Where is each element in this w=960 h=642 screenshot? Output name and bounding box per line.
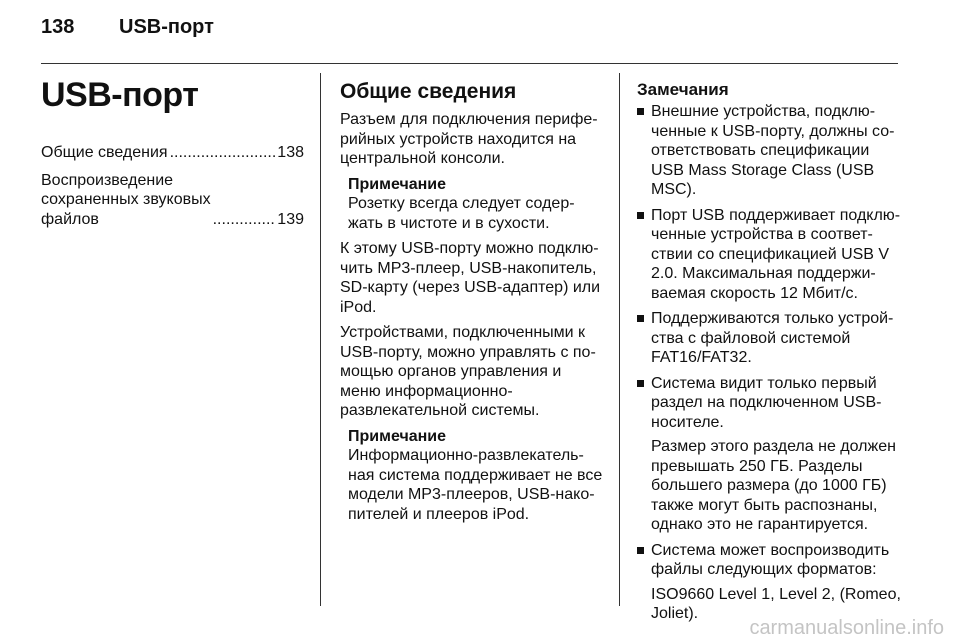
paragraph: К этому USB-порту можно подклю-чить MP3-плеер, USB-накопитель, SD-карту (через USB-адаптер) или iPod.: [340, 240, 601, 316]
list-item: [637, 309, 902, 368]
bullet-icon: [637, 547, 644, 554]
list-item-text: Внешние устройства, подклю-ченные к USB-порту, должны со-ответствовать спецификации USB Mass Storage Class (USB MSC).: [651, 103, 895, 198]
remarks-list: [637, 102, 902, 624]
bullet-icon: [637, 108, 644, 115]
toc-entry-page: 138: [277, 144, 304, 161]
toc-entry-general[interactable]: [41, 143, 304, 163]
note-box: [340, 175, 605, 234]
list-item-text: Система видит только первый раздел на подключенном USB-носителе.: [651, 374, 882, 431]
list-item: [637, 206, 902, 304]
toc-leader: [170, 143, 276, 163]
list-item: [637, 102, 902, 200]
page-number: 138: [41, 16, 75, 38]
note-title: Примечание: [348, 175, 447, 193]
toc-column: [41, 73, 304, 237]
note-title: Примечание: [348, 427, 447, 445]
column-divider: [619, 73, 620, 606]
intro-paragraph: Разъем для подключения перифе-рийных устройств находится на центральной консоли.: [340, 111, 598, 167]
toc-entry-label: Общие сведения: [41, 144, 168, 161]
toc-entry-page: 139: [277, 210, 304, 228]
list-item-text: Система может воспроизводить файлы следующих форматов:: [651, 541, 890, 578]
chapter-title: USB-порт: [41, 76, 199, 114]
paragraph: Устройствами, подключенными к USB-порту, можно управлять с по-мощью органов управления и меню информационно-развлекательной системы.: [340, 324, 596, 419]
section-heading: Общие сведения: [340, 80, 517, 103]
note-text: Розетку всегда следует содер-жать в чистоте и в сухости.: [348, 195, 575, 232]
toc-leader: [213, 210, 276, 230]
note-text: Информационно-развлекатель-ная система поддерживает не все модели MP3-плееров, USB-нако-пителей и плееров iPod.: [348, 447, 603, 523]
bullet-icon: [637, 212, 644, 219]
bullet-icon: [637, 315, 644, 322]
watermark: carmanualsonline.info: [749, 617, 944, 639]
list-item-text: Поддерживаются только устрой-ства с файловой системой FAT16/FAT32.: [651, 310, 894, 366]
remarks-column: [637, 80, 902, 630]
list-item-subtext: ISO9660 Level 1, Level 2, (Romeo, Joliet).: [651, 585, 901, 622]
general-column: [340, 80, 605, 530]
toc-entry-label: Воспроизведение сохраненных звуковых файлов: [41, 171, 211, 228]
bullet-icon: [637, 380, 644, 387]
list-item-text: Порт USB поддерживает подклю-ченные устройства в соответ-ствии со спецификацией USB V 2.0. Максимальная поддержи-ваемая скорость 12 Мбит/с.: [651, 206, 901, 302]
header-divider: [41, 63, 898, 64]
list-item: [637, 541, 902, 624]
note-box: [340, 427, 605, 525]
toc-entry-playback[interactable]: [41, 171, 304, 230]
list-item: [637, 374, 902, 535]
header-title: USB-порт: [119, 16, 214, 38]
list-item-subtext: Размер этого раздела не должен превышать 250 ГБ. Разделы большего размера (до 1000 ГБ) также могут быть распознаны, однако это не гарантируется.: [651, 438, 896, 533]
column-divider: [320, 73, 321, 606]
section-heading: Замечания: [637, 80, 729, 99]
